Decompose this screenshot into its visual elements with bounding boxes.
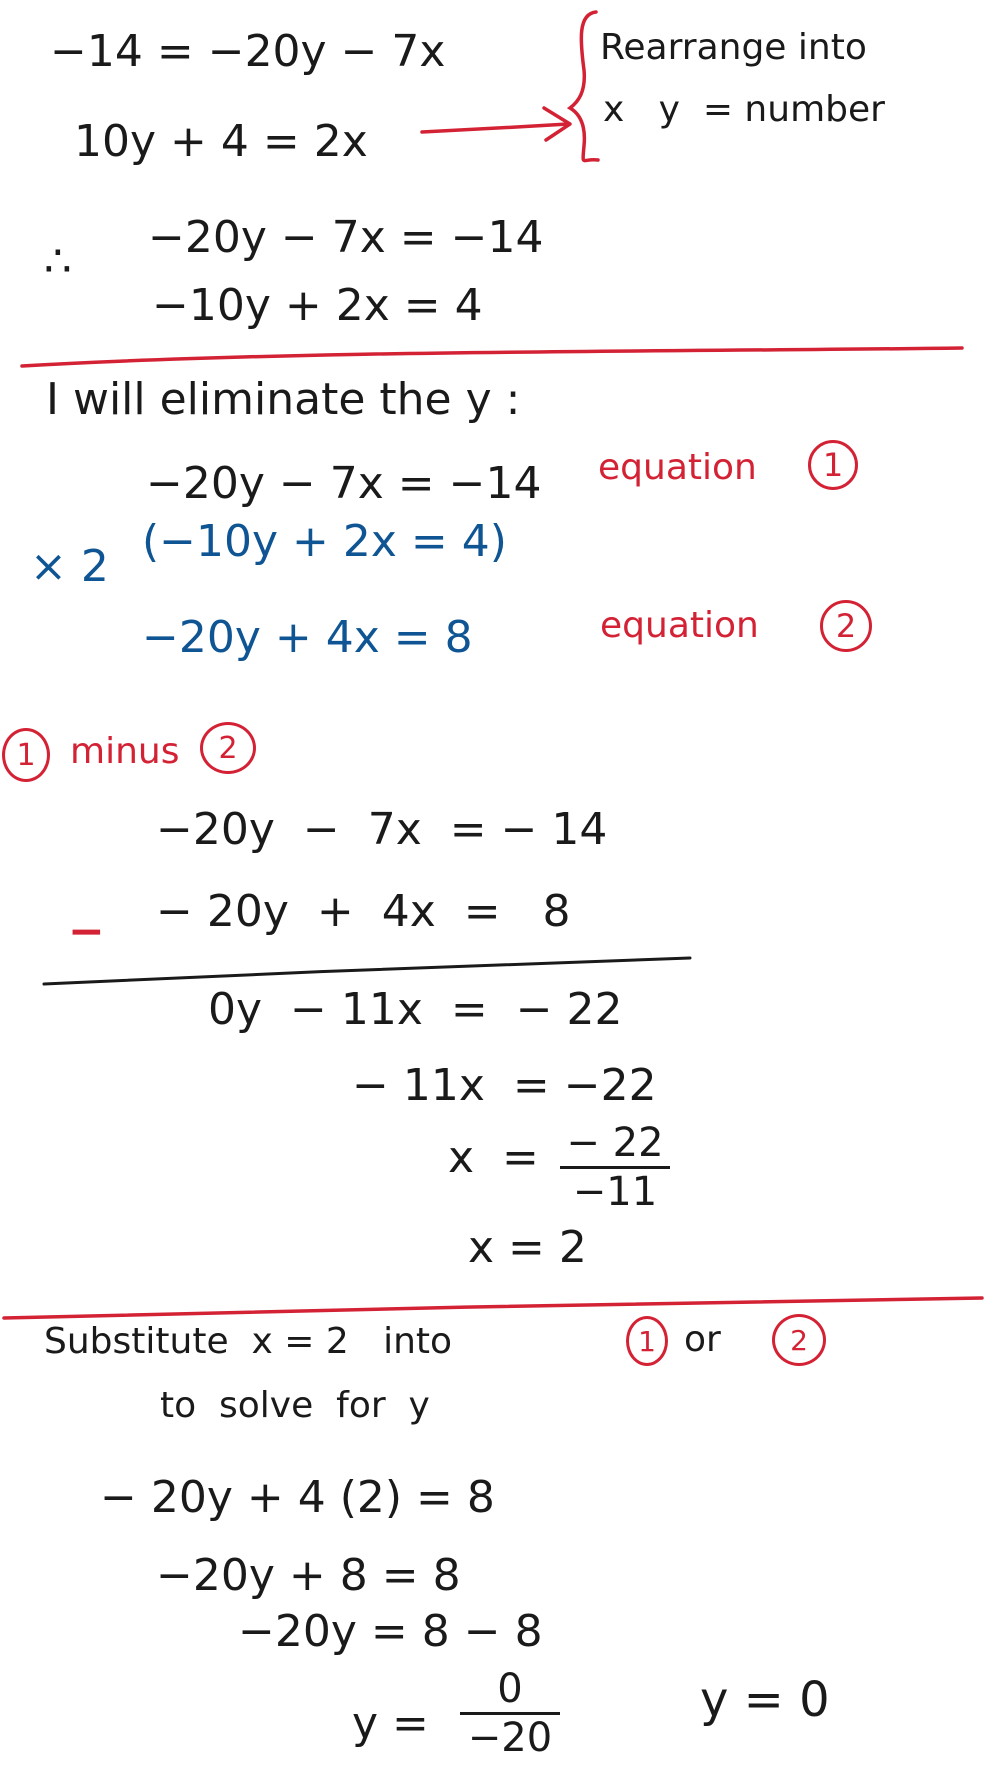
solve-for-y-instruction: to solve for y: [160, 1385, 430, 1426]
red-separator-top: [22, 348, 962, 366]
substitution-step-2: −20y + 8 = 8: [156, 1550, 461, 1601]
subtraction-result: 0y − 11x = − 22: [208, 984, 623, 1035]
subtraction-row-2: − 20y + 4x = 8: [156, 886, 571, 937]
equation-1-circle: 1: [808, 440, 858, 490]
curly-brace: [570, 12, 598, 161]
rearrange-note-line-2: x y = number: [603, 89, 885, 130]
solve-step-2-fraction: [560, 1122, 670, 1213]
given-equation-1: −14 = −20y − 7x: [50, 26, 446, 77]
rearrange-note-line-1: Rearrange into: [600, 27, 867, 68]
equation-1-label: equation: [598, 447, 757, 488]
multiplied-equation: (−10y + 2x = 4): [142, 516, 507, 567]
substitution-step-3: −20y = 8 − 8: [238, 1606, 543, 1657]
elimination-heading: I will eliminate the y :: [46, 374, 521, 425]
multiply-factor: × 2: [30, 541, 109, 592]
equation-1: −20y − 7x = −14: [146, 458, 542, 509]
arrow-shaft: [422, 124, 568, 132]
operation-circle-1: 1: [2, 728, 50, 782]
operation-word: minus: [70, 731, 180, 772]
therefore-symbol: ∴: [44, 236, 72, 287]
red-separator-bottom: [4, 1298, 982, 1318]
subtraction-sign: −: [68, 906, 105, 957]
subtraction-rule: [44, 958, 690, 984]
substitute-instruction: Substitute x = 2 into: [44, 1321, 453, 1362]
y-fraction-numerator: 0: [497, 1666, 523, 1712]
rearranged-equation-1: −20y − 7x = −14: [148, 212, 544, 263]
solve-step-2-lhs: x =: [448, 1132, 539, 1183]
equation-2-label: equation: [600, 605, 759, 646]
equation-2: −20y + 4x = 8: [142, 612, 473, 663]
y-fraction: [460, 1668, 560, 1759]
given-equation-2: 10y + 4 = 2x: [74, 116, 368, 167]
substitute-circle-2: 2: [772, 1314, 826, 1366]
fraction-denominator: −11: [572, 1169, 658, 1215]
y-equation-lhs: y =: [352, 1698, 429, 1749]
operation-circle-2: 2: [200, 722, 256, 774]
substitute-circle-1: 1: [626, 1316, 668, 1366]
rearranged-equation-2: −10y + 2x = 4: [152, 280, 483, 331]
equation-2-circle: 2: [820, 600, 872, 652]
subtraction-row-1: −20y − 7x = − 14: [156, 804, 608, 855]
substitution-step-1: − 20y + 4 (2) = 8: [100, 1472, 495, 1523]
x-solution: x = 2: [468, 1222, 587, 1273]
y-answer: y = 0: [700, 1672, 830, 1728]
solve-step-1: − 11x = −22: [352, 1060, 657, 1111]
substitute-or: or: [684, 1319, 721, 1360]
y-fraction-denominator: −20: [467, 1715, 553, 1761]
fraction-numerator: − 22: [566, 1120, 664, 1166]
